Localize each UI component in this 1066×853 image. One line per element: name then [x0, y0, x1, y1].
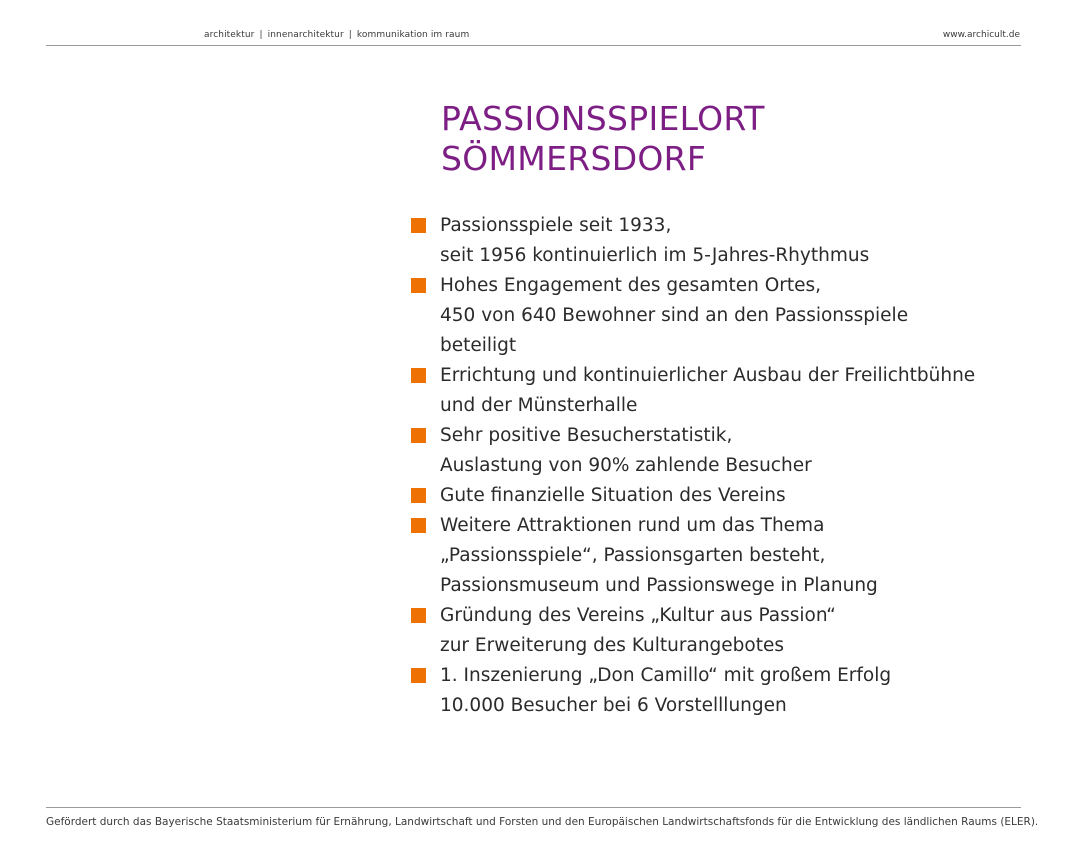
footer-divider — [46, 807, 1021, 808]
header-nav-innenarchitektur: innenarchitektur — [267, 30, 344, 40]
bullet-text-line: beteiligt — [440, 335, 517, 356]
bullet-item — [411, 361, 1011, 421]
bullet-text-line: Gute finanzielle Situation des Vereins — [440, 485, 786, 506]
bullet-text-line: und der Münsterhalle — [440, 395, 638, 416]
header-url: www.archicult.de — [942, 30, 1020, 40]
bullet-item — [411, 481, 1011, 511]
bullet-text-line: zur Erweiterung des Kulturangebotes — [440, 635, 785, 656]
page-title — [441, 99, 765, 179]
bullet-item — [411, 271, 1011, 361]
bullet-item — [411, 661, 1011, 721]
footer-text: Gefördert durch das Bayerische Staatsministerium für Ernährung, Landwirtschaft und Forsten und den Europäischen Landwirtschaftsfonds für die Entwicklung des ländlichen Raums (ELER). — [46, 816, 1039, 828]
bullet-text-line: „Passionsspiele“, Passionsgarten besteht, — [440, 545, 826, 566]
page-title-line-1: PASSIONSSPIELORT — [441, 99, 765, 138]
square-bullet-icon — [411, 368, 426, 383]
bullet-item — [411, 211, 1011, 271]
square-bullet-icon — [411, 518, 426, 533]
bullet-text-line: Auslastung von 90% zahlende Besucher — [440, 455, 812, 476]
bullet-item — [411, 421, 1011, 481]
bullet-text-line: seit 1956 kontinuierlich im 5-Jahres-Rhythmus — [440, 245, 870, 266]
bullet-item — [411, 601, 1011, 661]
square-bullet-icon — [411, 428, 426, 443]
square-bullet-icon — [411, 278, 426, 293]
square-bullet-icon — [411, 668, 426, 683]
bullet-text-line: Passionsmuseum und Passionswege in Planung — [440, 575, 878, 596]
square-bullet-icon — [411, 218, 426, 233]
bullet-item — [411, 511, 1011, 601]
header-nav-kommunikation: kommunikation im raum — [356, 30, 470, 40]
bullet-text-line: 1. Inszenierung „Don Camillo“ mit großem Erfolg — [440, 665, 892, 686]
header-nav — [204, 30, 469, 40]
square-bullet-icon — [411, 608, 426, 623]
bullet-text-line: 10.000 Besucher bei 6 Vorstelllungen — [440, 695, 787, 716]
bullet-text-line: 450 von 640 Bewohner sind an den Passionsspiele — [440, 305, 909, 326]
header-nav-separator: | — [259, 30, 263, 40]
header-nav-separator: | — [348, 30, 352, 40]
bullet-text-line: Hohes Engagement des gesamten Ortes, — [440, 275, 822, 296]
bullet-text-line: Sehr positive Besucherstatistik, — [440, 425, 733, 446]
header-divider — [46, 45, 1021, 46]
page-title-line-2: SÖMMERSDORF — [441, 139, 707, 178]
bullet-text-line: Passionsspiele seit 1933, — [440, 215, 672, 236]
bullet-list — [411, 211, 1011, 721]
bullet-text-line: Weitere Attraktionen rund um das Thema — [440, 515, 825, 536]
header-nav-architektur: architektur — [204, 30, 255, 40]
square-bullet-icon — [411, 488, 426, 503]
bullet-text-line: Errichtung und kontinuierlicher Ausbau der Freilichtbühne — [440, 365, 976, 386]
bullet-text-line: Gründung des Vereins „Kultur aus Passion“ — [440, 605, 836, 626]
